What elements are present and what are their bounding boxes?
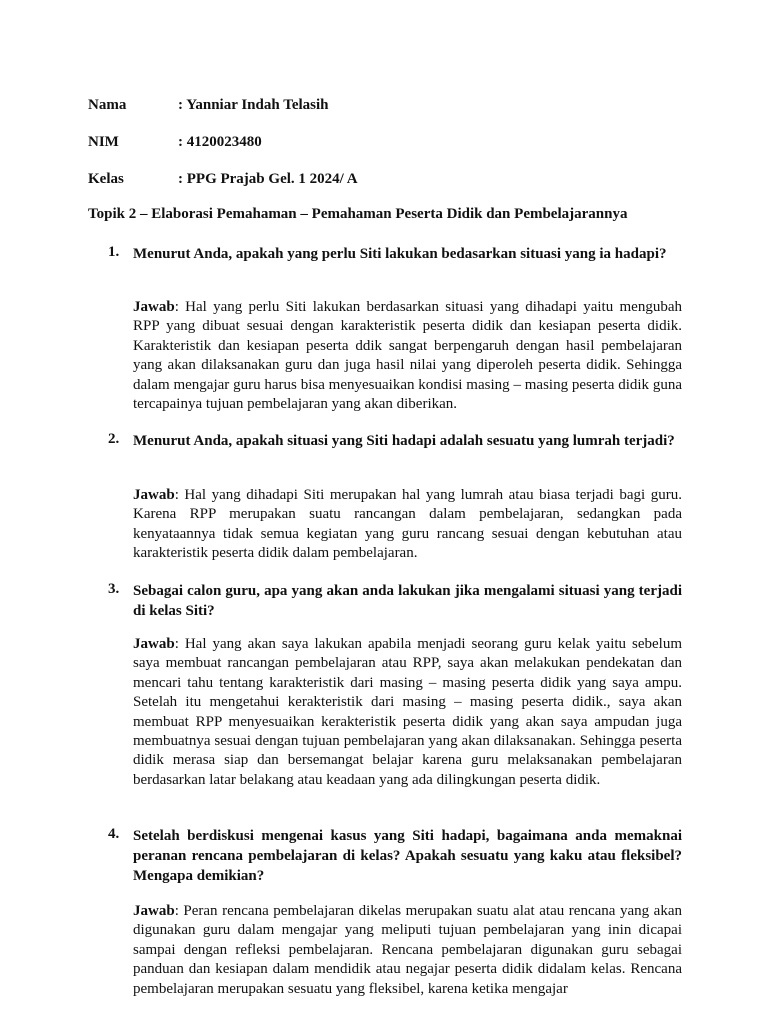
answer-label: Jawab: [133, 299, 175, 315]
nim-label: NIM: [88, 134, 119, 150]
answer-label: Jawab: [133, 487, 175, 503]
kelas-row: [88, 171, 358, 188]
question-number: 3.: [108, 581, 120, 597]
answer-block: [133, 298, 682, 414]
answer-label: Jawab: [133, 903, 175, 919]
nama-value: : Yanniar Indah Telasih: [178, 97, 329, 113]
answer-text: : Hal yang akan saya lakukan apabila menjadi seorang guru kelak yaitu sebelum saya membuat rancangan pembelajaran atau RPP, saya akan melakukan pendekatan dan mencari tahu tentang karakteristik dari masing – masing peserta didik yang saya ampu. Setelah itu mengetahui kerakteristik dari masing – masing peserta didik., saya akan membuat RPP menyesuaikan kerakteristik peserta didik yang akan saya ampudan juga membuatnya sesuai dengan tujuan pembelajaran yang akan dilaksanakan. Sehingga peserta didik merasa siap dan bersemangat belajar karena guru melaksanakan pembelajaran berdasarkan latar belakang atau keadaan yang ada dilingkungan peserta didik.: [133, 636, 682, 788]
answer-block: [133, 635, 682, 790]
nama-label: Nama: [88, 97, 127, 113]
topic-heading: Topik 2 – Elaborasi Pemahaman – Pemahaman Peserta Didik dan Pembelajarannya: [88, 206, 628, 222]
answer-text: : Peran rencana pembelajaran dikelas merupakan suatu alat atau rencana yang akan digunakan guru dalam mengajar yang meliputi tujuan pembelajaran yang inin dicapai sampai dengan refleksi pembelajaran. Rencana pembelajaran digunakan guru sebagai panduan dan kesiapan dalam mendidik atau negajar peserta didik didalam kelas. Rencana pembelajaran merupakan sesuatu yang fleksibel, karena ketika mengajar: [133, 903, 682, 997]
answer-text: : Hal yang dihadapi Siti merupakan hal yang lumrah atau biasa terjadi bagi guru. Karena RPP merupakan suatu rancangan dalam pembelajaran, sedangkan pada kenyataannya tidak semua kegiatan yang guru rancang sesuai dengan kebutuhan atau karakteristik peserta didik dalam pembelajaran.: [133, 487, 682, 562]
kelas-value: : PPG Prajab Gel. 1 2024/ A: [178, 171, 358, 187]
answer-text: : Hal yang perlu Siti lakukan berdasarkan situasi yang dihadapi yaitu mengubah RPP yang dibuat sesuai dengan karakteristik peserta didik dan kesiapan peserta didik. Karakteristik dan kesiapan peserta ddik sangat berpengaruh dengan hasil pembelajaran yang akan dilaksanakan guru dan juga hasil nilai yang diperoleh peserta didik. Sehingga dalam mengajar guru harus bisa menyesuaikan kondisi masing – masing peserta didik guna tercapainya tujuan pembelajaran yang akan diberikan.: [133, 299, 682, 413]
question-number: 2.: [108, 431, 120, 447]
kelas-label: Kelas: [88, 171, 124, 187]
answer-block: [133, 486, 682, 564]
question-text: Sebagai calon guru, apa yang akan anda lakukan jika mengalami situasi yang terjadi di kelas Siti?: [133, 583, 682, 619]
answer-label: Jawab: [133, 636, 175, 652]
question-text: Menurut Anda, apakah situasi yang Siti hadapi adalah sesuatu yang lumrah terjadi?: [133, 433, 675, 449]
nim-row: [88, 134, 262, 151]
question-text: Setelah berdiskusi mengenai kasus yang Siti hadapi, bagaimana anda memaknai peranan rencana pembelajaran di kelas? Apakah sesuatu yang kaku atau fleksibel? Mengapa demikian?: [133, 828, 682, 884]
question-number: 1.: [108, 244, 120, 260]
question-number: 4.: [108, 826, 120, 842]
question-text: Menurut Anda, apakah yang perlu Siti lakukan bedasarkan situasi yang ia hadapi?: [133, 246, 667, 262]
answer-block: [133, 902, 682, 999]
nama-row: [88, 97, 329, 114]
nim-value: : 4120023480: [178, 134, 262, 150]
